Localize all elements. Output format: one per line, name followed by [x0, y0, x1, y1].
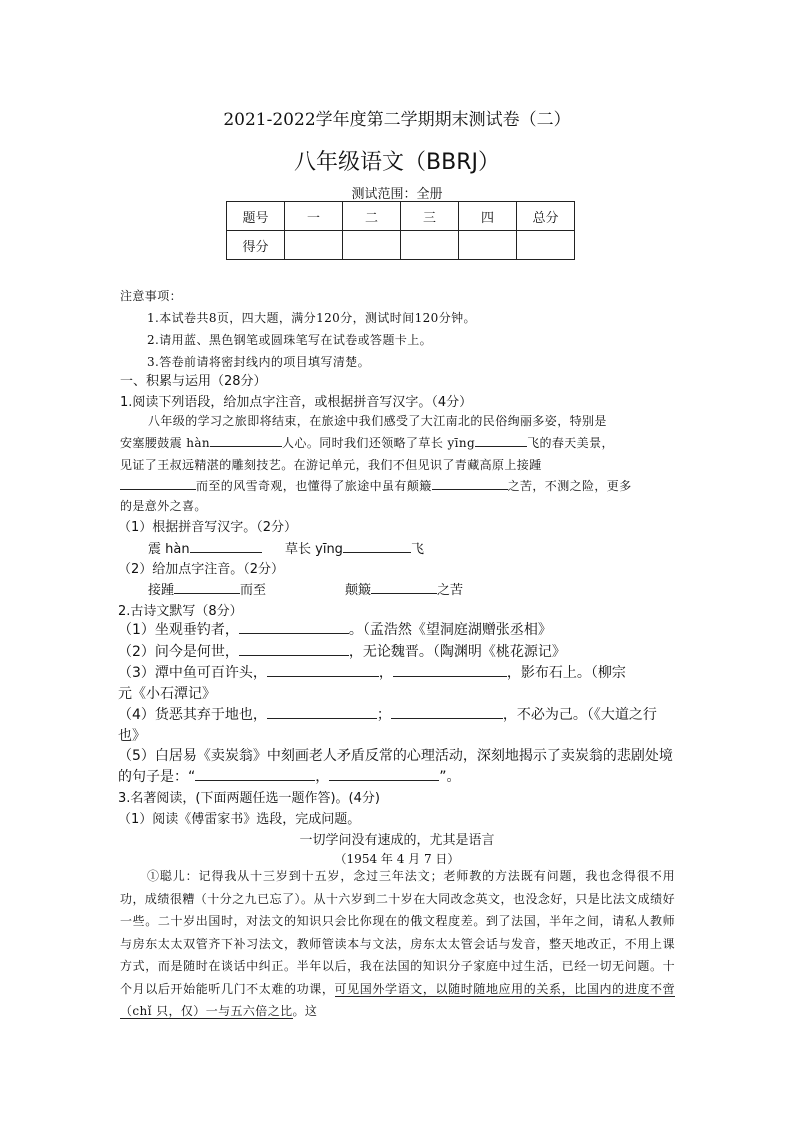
score-input-cell[interactable]	[285, 231, 343, 260]
answer-blank[interactable]	[267, 664, 379, 677]
article-text: 。这	[292, 1004, 318, 1018]
recitation-text: （2）问今是何世，	[118, 644, 239, 660]
recitation-line	[118, 641, 566, 661]
score-table-cell: 一	[285, 202, 343, 231]
subquestion-line	[148, 579, 266, 598]
recitation-text: （4）货恶其弃于地也，	[118, 707, 267, 723]
recitation-line	[118, 766, 461, 786]
answer-blank[interactable]	[195, 768, 315, 781]
passage-text: 之苦，不测之险，更多	[507, 479, 632, 493]
answer-blank[interactable]	[475, 434, 527, 447]
score-table-header-row	[227, 202, 575, 231]
recitation-text: ，影布石上。（柳宗	[506, 665, 626, 681]
passage-line: 八年级的学习之旅即将结束，在旅途中我们感受了大江南北的民俗绚丽多姿，特别是	[148, 414, 607, 428]
recitation-text: ，无论魏晋。（陶渊明《桃花源记》	[348, 644, 566, 660]
passage-line: 的是意外之喜。	[120, 499, 207, 513]
article-title: 一切学问没有速成的，尤其是语言	[299, 833, 495, 848]
char-prompt-end: 之苦	[437, 583, 464, 598]
recitation-text: 的句子是：“	[118, 769, 196, 785]
pinyin-prompt: 草长 yīng	[285, 542, 343, 557]
article-body	[120, 865, 675, 1023]
answer-blank[interactable]	[210, 434, 282, 447]
answer-blank[interactable]	[120, 477, 196, 490]
score-input-cell[interactable]	[459, 231, 517, 260]
passage-line: 见证了王叔远精湛的雕刻技艺。在游记单元，我们不但见识了青藏高原上接踵	[120, 458, 542, 472]
subquestion: （1）阅读《傅雷家书》选段，完成问题。	[118, 812, 361, 827]
article-date: （1954 年 4 月 7 日）	[334, 852, 460, 866]
answer-blank[interactable]	[239, 621, 349, 634]
question-1-stem: 1.阅读下列语段，给加点字注音，或根据拼音写汉字。（4分）	[120, 395, 473, 410]
recitation-line	[118, 662, 626, 682]
answer-blank[interactable]	[174, 581, 240, 594]
answer-blank[interactable]	[393, 664, 507, 677]
char-prompt-end: 而至	[240, 583, 267, 598]
question-2-stem: 2.古诗文默写（8分）	[118, 604, 243, 619]
score-table-cell: 四	[459, 202, 517, 231]
recitation-line: 也》	[118, 728, 146, 744]
score-input-cell[interactable]	[517, 231, 575, 260]
section-heading: 一、积累与运用（28分）	[120, 374, 267, 389]
recitation-line: （5）白居易《卖炭翁》中刻画老人矛盾反常的心理活动，深刻地揭示了卖炭翁的悲剧处境	[118, 748, 673, 764]
exam-subtitle: 八年级语文（BBRJ）	[294, 150, 500, 175]
recitation-line	[118, 704, 657, 724]
passage-text: 飞的春天美景，	[527, 436, 614, 450]
score-input-cell[interactable]	[401, 231, 459, 260]
recitation-text: ；	[376, 707, 391, 723]
score-table	[226, 201, 575, 260]
answer-blank[interactable]	[329, 768, 439, 781]
subquestion: （2）给加点字注音。（2分）	[118, 562, 285, 577]
recitation-text: ，	[378, 665, 393, 681]
score-table-score-row	[227, 231, 575, 260]
answer-blank[interactable]	[343, 540, 411, 553]
recitation-line	[118, 619, 552, 639]
notes-heading: 注意事项：	[120, 289, 183, 303]
recitation-line: 元《小石潭记》	[118, 686, 216, 702]
recitation-text: （1）坐观垂钓者，	[118, 622, 239, 638]
pinyin-prompt-end: 飞	[410, 542, 424, 557]
subquestion: （1）根据拼音写汉字。（2分）	[118, 520, 298, 535]
passage-line	[120, 477, 632, 494]
recitation-text: （3）潭中鱼可百许头，	[118, 665, 267, 681]
subquestion-line	[285, 538, 424, 557]
exam-title: 2021-2022学年度第二学期期末测试卷（二）	[223, 110, 571, 130]
score-table-cell: 题号	[227, 202, 285, 231]
score-table-cell: 得分	[227, 231, 285, 260]
subquestion-line	[148, 538, 262, 557]
note-item: 1.本试卷共8页，四大题，满分120分，测试时间120分钟。	[147, 311, 476, 325]
underlined-sentence: 外学语文，以随时随地应用的关系，比国内的进度不啻（chǐ 只，仅）一与五六倍之比	[120, 981, 675, 1018]
passage-line	[120, 434, 614, 451]
passage-text: 安塞腰鼓震 hàn	[120, 436, 211, 450]
score-table-cell: 三	[401, 202, 459, 231]
underlined-sentence: 可见国	[334, 981, 373, 996]
answer-blank[interactable]	[190, 540, 262, 553]
article-text: ①聪儿：记得我从十三岁到十五岁，念过三年法文；老师教的方法既有问题，我也念得很不用功，成绩很糟（十分之九已忘了）。从十六岁到二十岁在大同改念英文，也没念好，只是比法文成绩好一些。二十岁出国时，对法文的知识只会比你现在的俄文程度差。到了法国，半年之间，请私人教师与房东太太双管齐下补习法文，教师管读本与文法，房东太太管会话与发音，整天地改正，不用上课方式，而是随时在谈话中纠正。半年以后，我在法国的知识分子家庭中过生活，已经一切无问题。十个月以后开始能听几门不太难的功课，	[120, 869, 675, 996]
test-range: 测试范围：全册	[351, 187, 443, 202]
pinyin-prompt: 震 hàn	[148, 542, 190, 557]
recitation-text: 。（孟浩然《望洞庭湖赠张丞相》	[348, 622, 552, 638]
score-table-cell: 总分	[517, 202, 575, 231]
answer-blank[interactable]	[239, 643, 349, 656]
answer-blank[interactable]	[432, 477, 508, 490]
answer-blank[interactable]	[371, 581, 437, 594]
question-3-stem: 3.名著阅读，(下面两题任选一题作答)。(4分)	[118, 791, 380, 806]
passage-text: 而至的风雪奇观，也懂得了旅途中虽有颠簸	[196, 479, 432, 493]
passage-text: 人心。同时我们还领略了草长 yīng	[282, 436, 476, 450]
score-input-cell[interactable]	[343, 231, 401, 260]
recitation-text: ”。	[439, 769, 461, 785]
score-table-cell: 二	[343, 202, 401, 231]
note-item: 3.答卷前请将密封线内的项目填写清楚。	[147, 355, 371, 369]
char-prompt: 接踵	[148, 583, 175, 598]
note-item: 2.请用蓝、黑色钢笔或圆珠笔写在试卷或答题卡上。	[147, 333, 433, 347]
subquestion-line	[345, 579, 463, 598]
recitation-text: ，不必为己。（《大道之行	[502, 707, 657, 723]
answer-blank[interactable]	[267, 706, 377, 719]
char-prompt: 颠簸	[345, 583, 372, 598]
recitation-text: ，	[315, 769, 330, 785]
answer-blank[interactable]	[391, 706, 503, 719]
